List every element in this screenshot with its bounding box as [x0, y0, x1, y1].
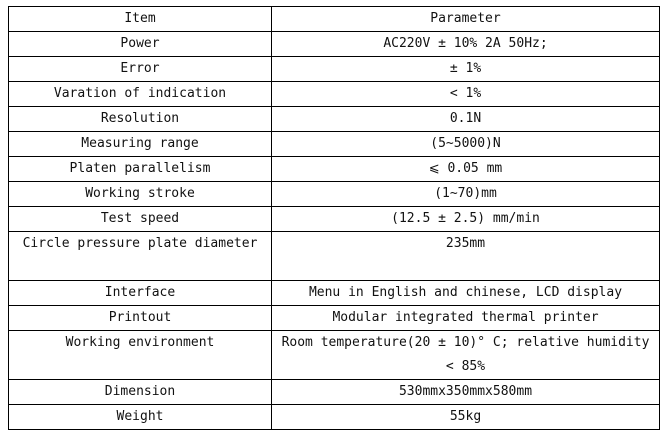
item-cell: Measuring range: [9, 132, 272, 157]
parameter-cell: AC220V ± 10% 2A 50Hz;: [272, 32, 660, 57]
parameter-cell: (5~5000)N: [272, 132, 660, 157]
parameter-cell: Menu in English and chinese, LCD display: [272, 281, 660, 306]
table-row: [9, 380, 660, 405]
table-row: [9, 157, 660, 182]
table-row: [9, 107, 660, 132]
item-cell: Platen parallelism: [9, 157, 272, 182]
item-cell: Working environment: [9, 331, 272, 380]
parameter-cell: (12.5 ± 2.5) mm/min: [272, 207, 660, 232]
item-cell: Circle pressure plate diameter: [9, 232, 272, 281]
parameter-cell: Modular integrated thermal printer: [272, 306, 660, 331]
item-cell: Varation of indication: [9, 82, 272, 107]
table-row: [9, 281, 660, 306]
table-row: [9, 182, 660, 207]
parameter-cell: (1~70)mm: [272, 182, 660, 207]
table-row: [9, 207, 660, 232]
table-row: [9, 306, 660, 331]
header-parameter: Parameter: [272, 7, 660, 32]
parameter-cell: 55kg: [272, 405, 660, 430]
table-row: [9, 405, 660, 430]
table-row: [9, 82, 660, 107]
specification-table: [8, 6, 660, 430]
parameter-cell: 0.1N: [272, 107, 660, 132]
item-cell: Resolution: [9, 107, 272, 132]
parameter-cell: 235mm: [272, 232, 660, 281]
parameter-cell: ⩽ 0.05 mm: [272, 157, 660, 182]
parameter-cell: < 1%: [272, 82, 660, 107]
table-row: [9, 32, 660, 57]
parameter-cell: 530mmx350mmx580mm: [272, 380, 660, 405]
table-row: [9, 57, 660, 82]
parameter-cell: ± 1%: [272, 57, 660, 82]
table-row: [9, 232, 660, 281]
item-cell: Dimension: [9, 380, 272, 405]
parameter-cell: Room temperature(20 ± 10)° C; relative humidity < 85%: [272, 331, 660, 380]
table-header-row: [9, 7, 660, 32]
item-cell: Power: [9, 32, 272, 57]
item-cell: Test speed: [9, 207, 272, 232]
table-row: [9, 132, 660, 157]
item-cell: Error: [9, 57, 272, 82]
item-cell: Working stroke: [9, 182, 272, 207]
table-row: [9, 331, 660, 380]
item-cell: Weight: [9, 405, 272, 430]
item-cell: Printout: [9, 306, 272, 331]
item-cell: Interface: [9, 281, 272, 306]
header-item: Item: [9, 7, 272, 32]
